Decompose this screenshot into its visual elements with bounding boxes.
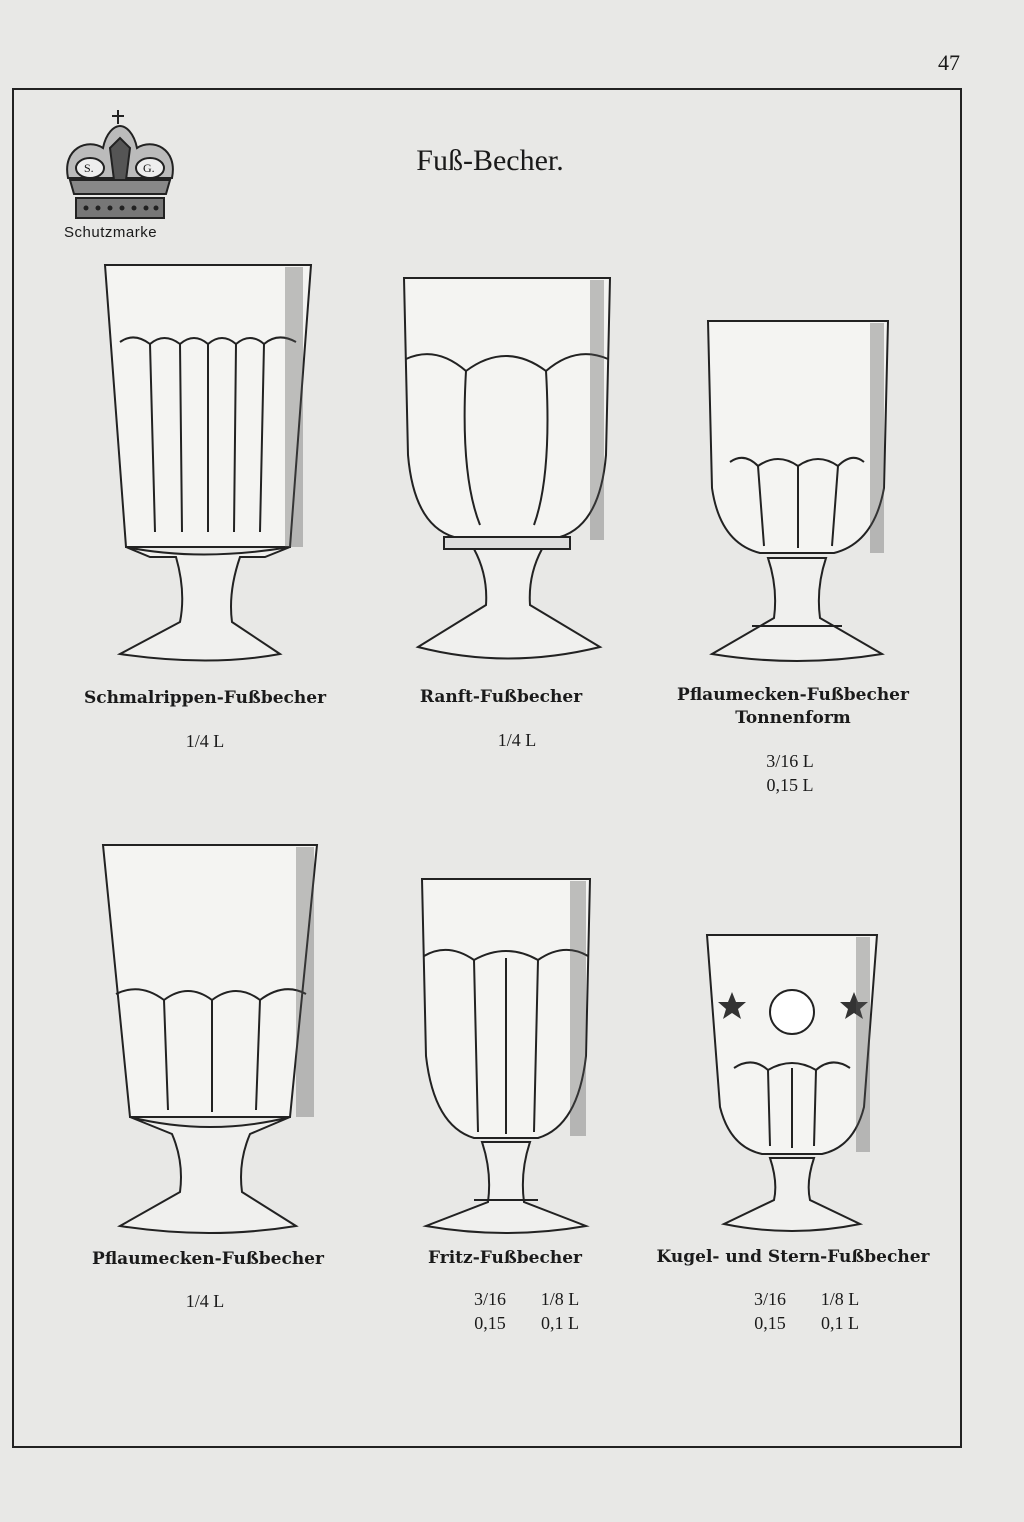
pflaumecken-glass-icon [100,842,320,1236]
product-name-schmalrippen: Schmalrippen-Fußbecher [83,688,327,708]
product-volumes-kugel-stern [705,1287,905,1335]
page-number: 47 [938,50,960,75]
volume-value: 0,1 L [821,1313,859,1333]
page-title: Fuß-Becher. [416,144,564,177]
volume-value: 1/8 L [820,1289,860,1309]
product-name-line1: Pflaumecken-Fußbecher [677,685,909,705]
kugel-stern-glass-icon [704,932,880,1236]
product-volumes-fritz [425,1287,625,1335]
product-volume-pflaumecken: 1/4 L [185,1291,225,1311]
product-name-kugel-stern: Kugel- und Stern-Fußbecher [656,1247,930,1267]
product-name-line2: Tonnenform [735,708,851,728]
product-name-pflaumecken-tonnenform [643,684,943,730]
product-name-ranft: Ranft-Fußbecher [419,687,583,707]
volume-value: 3/16 [473,1289,506,1309]
volume-value: 0,15 [754,1313,786,1333]
pflaumecken-tonnenform-glass-icon [704,318,890,664]
crown-logo-icon [58,108,182,228]
product-name-fritz: Fritz-Fußbecher [428,1248,582,1268]
trademark-label: Schutzmarke [64,224,158,241]
volume-value: 0,1 L [541,1313,579,1333]
volume-value: 1/8 L [540,1289,580,1309]
logo-monogram-s: S. [84,161,94,175]
logo-monogram-g: G. [143,161,155,175]
fritz-glass-icon [418,876,594,1236]
volume-value: 3/16 L [766,751,814,771]
volume-value: 3/16 [753,1289,786,1309]
schmalrippen-glass-icon [100,262,316,666]
product-volume-ranft: 1/4 L [497,730,537,750]
ranft-glass-icon [400,275,614,665]
volume-value: 0,15 [474,1313,506,1333]
volume-value: 0,15 L [766,775,814,795]
product-volume-schmalrippen: 1/4 L [185,731,225,751]
product-name-pflaumecken: Pflaumecken-Fußbecher [92,1249,324,1269]
product-volumes-pflaumecken-tonnenform [740,749,840,797]
